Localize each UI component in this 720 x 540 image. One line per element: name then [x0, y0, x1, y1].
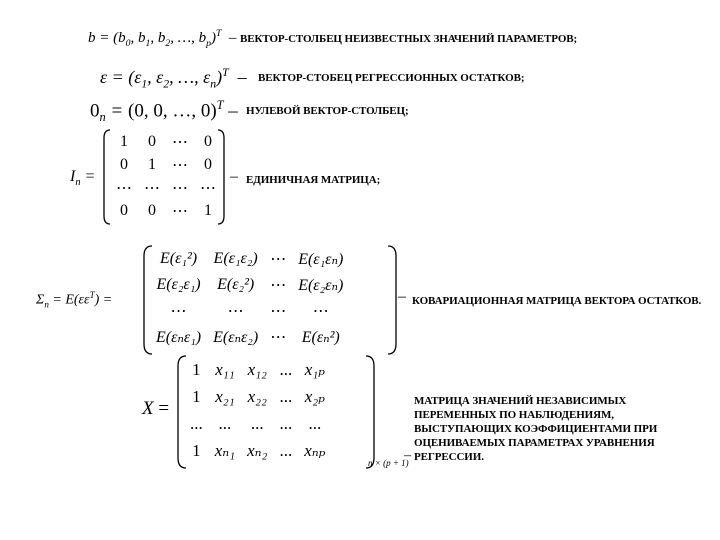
xmat-cell: ...: [190, 413, 203, 433]
x-matrix: [184, 356, 331, 464]
identity-row: [110, 153, 222, 176]
sigma-row: [150, 272, 349, 298]
sigma-matrix: [150, 246, 349, 350]
xmat-cell: x₂ₚ: [304, 386, 325, 406]
sigma-row: [150, 324, 349, 350]
xmat-cell: ...: [308, 413, 322, 433]
sigma-cell: E(εₙ²): [301, 329, 340, 346]
xmat-cell: ...: [218, 413, 232, 433]
desc-zero: НУЛЕВОЙ ВЕКТОР-СТОЛБЕЦ;: [246, 105, 409, 117]
sigma-cell: E(ε₂ε₁): [156, 276, 201, 293]
xmat-cell: x₂₂: [247, 386, 267, 406]
sigma-cell: ⋯: [270, 251, 287, 268]
sigma-cell: E(ε₁ε₂): [213, 250, 258, 267]
identity-cell: ⋯: [172, 133, 188, 151]
identity-row: [110, 199, 222, 222]
identity-matrix: [110, 130, 222, 222]
sigma-cell: ⋯: [270, 329, 287, 346]
xmat-cell: ...: [250, 413, 264, 433]
identity-cell: 0: [120, 155, 128, 173]
identity-cell: ⋯: [172, 156, 188, 174]
sigma-cell: ⋯: [170, 303, 187, 320]
x-dash: –: [404, 448, 411, 463]
x-size-label: n × (p + 1): [368, 458, 409, 468]
xmat-cell: xₙₚ: [304, 440, 326, 460]
sigma-cell: E(ε₂εₙ): [298, 277, 344, 294]
xmat-cell: x₁₂: [247, 359, 267, 379]
identity-cell: ⋯: [172, 179, 188, 197]
sigma-right-bracket: [386, 244, 398, 356]
xmat-cell: ...: [279, 440, 293, 460]
identity-cell: 0: [148, 201, 156, 219]
xmat-cell: ...: [279, 386, 293, 406]
identity-cell: 1: [204, 201, 212, 219]
xmat-cell: xₙ₂: [247, 440, 268, 460]
desc-identity: ЕДИНИЧНАЯ МАТРИЦА;: [246, 174, 381, 186]
formula-b: $b = (b_0$, $b_1$, $b_2$, …, $b_p)^T$ –: [88, 28, 237, 49]
identity-cell: 0: [204, 132, 212, 150]
sigma-cell: E(ε₁²): [160, 250, 198, 267]
sigma-row: [150, 246, 349, 272]
identity-cell: 1: [120, 132, 128, 150]
xmat-cell: x₁₁: [215, 359, 235, 379]
xmat-row: [184, 383, 331, 410]
xmat-cell: x₂₁: [215, 386, 235, 406]
sigma-row: [150, 298, 349, 324]
xmat-row: [184, 437, 331, 464]
sigma-cell: ⋯: [270, 277, 287, 294]
xmat-cell: ...: [279, 359, 293, 379]
xmat-cell: xₙ₁: [214, 440, 236, 460]
identity-right-bracket: [216, 128, 226, 226]
sigma-cell: E(εₙε₂): [213, 329, 259, 346]
identity-row: [110, 130, 222, 153]
formula-zero: $0_n = (0$, 0, …, 0)$^T$ –: [90, 98, 238, 125]
xmat-cell: 1: [192, 386, 201, 406]
xmat-cell: 1: [192, 359, 201, 379]
desc-sigma: КОВАРИАЦИОННАЯ МАТРИЦА ВЕКТОРА ОСТАТКОВ.: [412, 295, 702, 307]
sigma-cell: ⋯: [227, 303, 244, 320]
formula-sigma-lhs: $\Sigma_n = E(\varepsilon\varepsilon^T)$ =: [36, 290, 113, 310]
desc-epsilon: ВЕКТОР-СТОБЕЦ РЕГРЕССИОННЫХ ОСТАТКОВ;: [258, 72, 525, 84]
desc-x: МАТРИЦА ЗНАЧЕНИЙ НЕЗАВИСИМЫХ ПЕРЕМЕННЫХ ПО НАБЛЮДЕНИЯМ, ВЫСТУПАЮЩИХ КОЭФФИЦИЕНТАМИ ПРИ ОЦЕНИВАЕМЫХ ПАРАМЕТРАХ УРАВНЕНИЯ РЕГРЕССИИ.: [414, 395, 658, 463]
xmat-cell: x₁ₚ: [304, 359, 325, 379]
desc-b: ВЕКТОР-СТОЛБЕЦ НЕИЗВЕСТНЫХ ЗНАЧЕНИЙ ПАРАМЕТРОВ;: [240, 33, 578, 45]
sigma-dash: –: [398, 288, 406, 305]
formula-x-lhs: X =: [142, 398, 170, 419]
x-right-bracket: [364, 354, 376, 470]
identity-cell: ⋯: [172, 202, 188, 220]
sigma-cell: E(ε₁εₙ): [298, 251, 344, 268]
sigma-cell: E(ε₂²): [217, 276, 255, 293]
identity-cell: ⋯: [144, 179, 160, 197]
identity-cell: 0: [120, 201, 128, 219]
sigma-cell: ⋯: [312, 303, 329, 320]
xmat-row: [184, 356, 331, 383]
formula-identity-lhs: $I_n$ =: [70, 168, 96, 189]
identity-cell: ⋯: [116, 179, 132, 197]
identity-cell: ⋯: [200, 179, 216, 197]
xmat-row: [184, 410, 331, 437]
identity-row: [110, 176, 222, 199]
identity-dash: –: [230, 168, 238, 185]
identity-cell: 0: [148, 132, 156, 150]
sigma-cell: ⋯: [270, 303, 287, 320]
xmat-cell: 1: [192, 440, 201, 460]
identity-cell: 0: [204, 155, 212, 173]
identity-cell: 1: [148, 155, 156, 173]
xmat-cell: ...: [279, 413, 293, 433]
formula-epsilon: $\varepsilon = (\varepsilon_1$, $\varepsilon_2$, …, $\varepsilon_n)^T$ –: [100, 66, 247, 91]
sigma-cell: E(εₙε₁): [156, 329, 202, 346]
